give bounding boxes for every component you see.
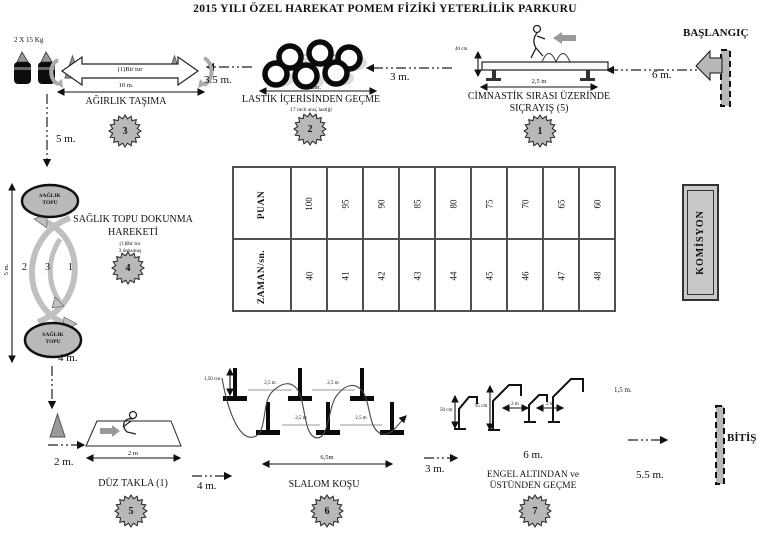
medicine-ball-bottom: [25, 332, 81, 345]
s6-gap-2: 2,5 m: [327, 381, 339, 386]
s7-title-line1: ENGEL ALTINDAN ve: [486, 470, 580, 480]
puan-cell: 75: [471, 167, 507, 239]
jumper-figure: [531, 26, 545, 59]
s6-gap-3: 2,5 m: [295, 416, 307, 421]
station-number: 3: [122, 125, 128, 137]
station-number: 7: [532, 505, 538, 517]
distance-s7-finish: 5.5 m.: [636, 469, 664, 481]
zaman-cell: 45: [471, 239, 507, 311]
distance-s1-s2: 3 m.: [390, 71, 410, 83]
page-title: 2015 YILI ÖZEL HAREKAT POMEM FİZİKİ YETERLİLİK PARKURU: [193, 3, 577, 15]
ball-label-line2: TOPU: [42, 199, 58, 206]
station-5-badge: [114, 494, 148, 528]
zaman-header-cell: ZAMAN/sn.: [233, 239, 291, 311]
s7-title-line2: ÜSTÜNDEN GEÇME: [489, 481, 577, 491]
s4-height: 5 m.: [3, 263, 11, 276]
s7-gap-2: 2 m: [546, 402, 554, 407]
s3-tour-label: (1)Bir tur: [117, 66, 143, 73]
start-label: BAŞLANGIÇ: [683, 27, 749, 39]
puan-cell: 80: [435, 167, 471, 239]
finish-label: BİTİŞ: [727, 432, 757, 444]
puan-cell: 60: [579, 167, 615, 239]
distance-s6-s7: 3 m.: [425, 463, 445, 475]
s5-title: DÜZ TAKLA (1): [98, 478, 168, 489]
table-row-puan: [233, 167, 615, 239]
distance-s3-s4: 5 m.: [56, 133, 76, 145]
start-turn-arrow-icon: [696, 51, 722, 80]
bench-drawing: [482, 26, 608, 82]
distance-s2-s3: 3.5 m.: [204, 74, 232, 86]
s2-length: 2m.: [311, 84, 321, 91]
station-number: 1: [537, 125, 543, 137]
komisyon-label: KOMİSYON: [695, 210, 707, 275]
s7-length: 6 m.: [523, 449, 543, 461]
s5-mat-length: 2 m: [128, 450, 138, 457]
s7-gap-1: 2 m: [511, 402, 519, 407]
zaman-cell: 44: [435, 239, 471, 311]
s6-gap-1: 2,5 m: [264, 381, 276, 386]
komisyon-inner-frame: [687, 190, 714, 295]
s4-title-line1: SAĞLIK TOPU DOKUNMA: [73, 214, 193, 225]
station-2-badge: [293, 112, 327, 146]
komisyon-box: [682, 184, 719, 301]
station-number: 5: [128, 505, 134, 517]
s6-title: SLALOM KOŞU: [288, 479, 360, 490]
table-row-zaman: [233, 239, 615, 311]
zaman-cell: 47: [543, 239, 579, 311]
s7-high-height: 95 cm: [475, 404, 488, 409]
zaman-cell: 42: [363, 239, 399, 311]
puan-header-cell: PUAN: [233, 167, 291, 239]
zaman-cell: 46: [507, 239, 543, 311]
s3-length: 10 m.: [118, 82, 134, 89]
zaman-cell: 43: [399, 239, 435, 311]
s2-title: LASTİK İÇERİSİNDEN GEÇME: [241, 94, 381, 105]
zaman-cell: 40: [291, 239, 327, 311]
s3-weights-label: 2 X 15 Kg: [14, 36, 44, 44]
station-4-badge: [111, 251, 145, 285]
s1-bench-length: 2,5 m: [531, 78, 547, 85]
medicine-ball-top: [22, 193, 78, 206]
ball-label-line1: SAĞLIK: [39, 193, 61, 199]
s4-step-3: 3: [45, 262, 50, 273]
puan-cell: 90: [363, 167, 399, 239]
distance-s5-s6: 4 m.: [197, 480, 217, 492]
forward-roll-drawing: [50, 412, 181, 447]
s7-low-height: 50 cm: [440, 408, 453, 413]
zaman-cell: 41: [327, 239, 363, 311]
s6-length: 6,5m: [320, 454, 334, 461]
puan-cell: 85: [399, 167, 435, 239]
puan-cell: 95: [327, 167, 363, 239]
tires-drawing: [265, 42, 367, 89]
s2-subtitle: 17 inch araç lastiği: [290, 107, 332, 113]
station-number: 2: [307, 123, 313, 135]
s6-gap-4: 2,5 m: [355, 416, 367, 421]
s7-after-gap: 1,5 m.: [614, 386, 632, 394]
distance-s4-s5: 4 m.: [58, 352, 78, 364]
slalom-drawing: [222, 368, 406, 438]
ball-label-line1: SAĞLIK: [42, 332, 64, 338]
puan-cell: 100: [291, 167, 327, 239]
weight-carry-drawing: [14, 52, 212, 88]
distance-start-s1: 6 m.: [652, 69, 672, 81]
station-1-badge: [523, 114, 557, 148]
s4-touch-label: 3 dokunuş: [118, 248, 142, 254]
station-7-badge: [518, 494, 552, 528]
s4-step-1: 1: [68, 262, 73, 273]
s6-pole-height: 1,50 cm: [204, 377, 221, 382]
jump-direction-arrow-icon: [553, 32, 576, 44]
s3-title: AĞIRLIK TAŞIMA: [85, 96, 167, 107]
s1-title-line2: SIÇRAYIŞ (5): [509, 103, 569, 114]
station-6-badge: [310, 494, 344, 528]
s4-tour-label: (1)Bir tur: [119, 241, 141, 247]
s4-step-2: 2: [22, 262, 27, 273]
s1-bench-height: 40 cm: [455, 47, 468, 52]
station-number: 4: [125, 262, 131, 274]
score-table: [232, 166, 616, 312]
station-number: 6: [324, 505, 330, 517]
puan-cell: 70: [507, 167, 543, 239]
zaman-cell: 48: [579, 239, 615, 311]
puan-cell: 65: [543, 167, 579, 239]
ball-label-line2: TOPU: [45, 338, 61, 345]
s1-title-line1: CİMNASTİK SIRASI ÜZERİNDE: [467, 91, 611, 102]
s4-title-line2: HAREKETİ: [108, 227, 158, 238]
distance-before-s5: 2 m.: [54, 456, 74, 468]
station-3-badge: [108, 114, 142, 148]
